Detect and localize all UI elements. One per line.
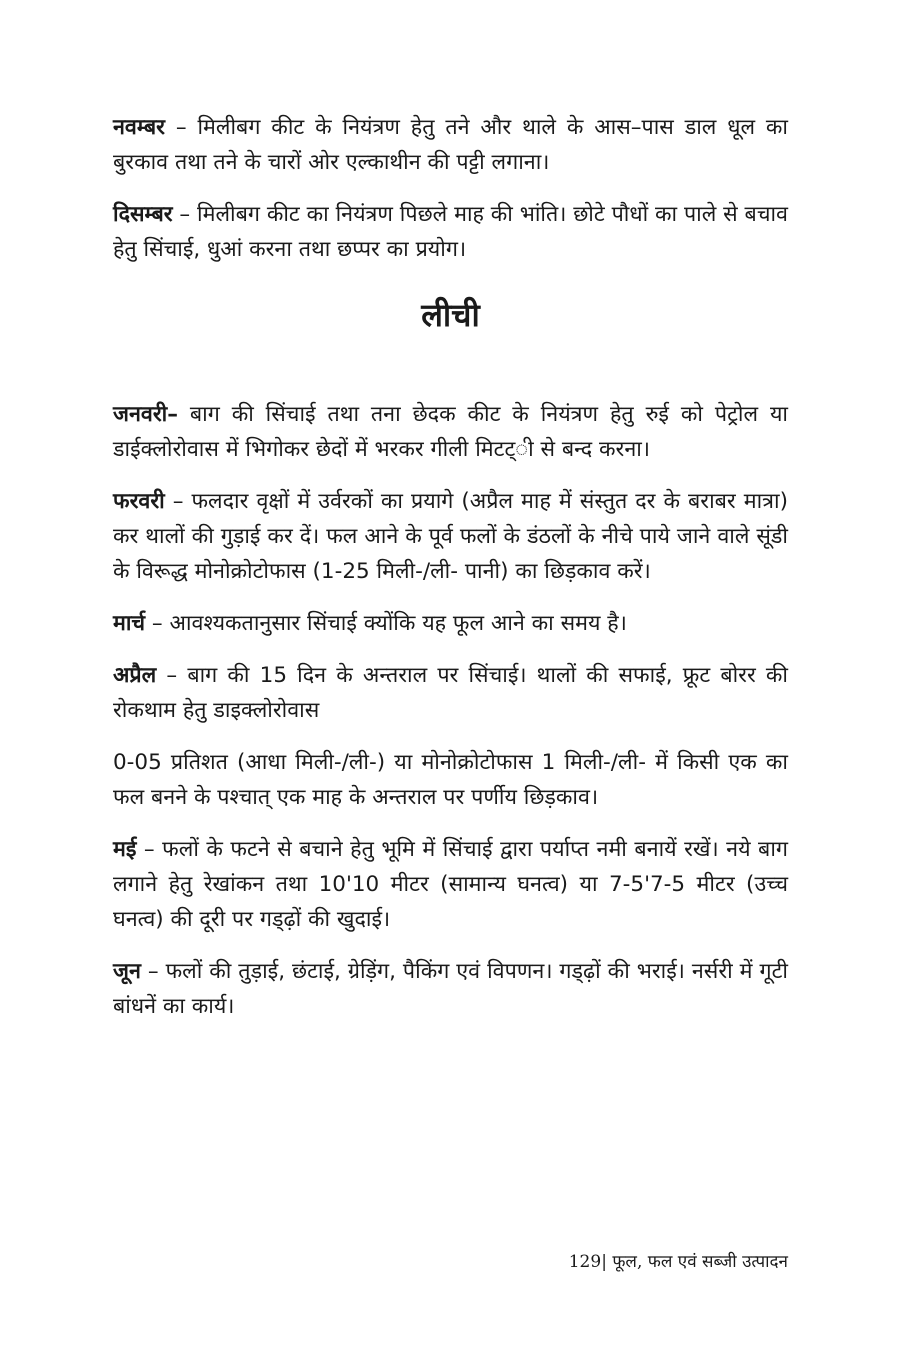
paragraph-march (113, 606, 788, 641)
page-footer (569, 1249, 788, 1272)
paragraph-january (113, 397, 788, 467)
paragraph-text: – मिलीबग कीट के नियंत्रण हेतु तने और थाले के आस–पास डाल धूल का बुरकाव तथा तने के चारों ओर एल्काथीन की पट्टी लगाना। (113, 115, 788, 175)
paragraph-february (113, 484, 788, 589)
paragraph-text: – फलदार वृक्षों में उर्वरकों का प्रयागे (अप्रैल माह में संस्तुत दर के बराबर मात्रा) कर थालों की गुड़ाई कर दें। फल आने के पूर्व फलों के डंठलों के नीचे पाये जाने वाले सूंडी के विरूद्ध मोनोक्रोटोफास (1-25 मिली-/ली- पानी) का छिड़काव करें। (113, 489, 788, 584)
month-label: मई (113, 837, 137, 862)
paragraph-november (113, 110, 788, 180)
month-label: जनवरी– (113, 402, 178, 427)
paragraph-text: – बाग की 15 दिन के अन्तराल पर सिंचाई। थालों की सफाई, फ्रूट बोरर की रोकथाम हेतु डाइक्लोरोवास (113, 663, 788, 723)
section-title: लीची (421, 296, 480, 334)
footer-separator: | (601, 1252, 607, 1272)
month-label: मार्च (113, 611, 146, 636)
paragraph-april-continued (113, 745, 788, 815)
paragraph-december (113, 197, 788, 267)
month-label: अप्रैल (113, 663, 157, 688)
month-label: नवम्बर (113, 115, 165, 140)
paragraph-text: – आवश्यकतानुसार सिंचाई क्योंकि यह फूल आने का समय है। (145, 611, 627, 636)
paragraph-april (113, 658, 788, 728)
month-label: दिसम्बर (113, 202, 173, 227)
paragraph-text: 0-05 प्रतिशत (आधा मिली-/ली-) या मोनोक्रोटोफास 1 मिली-/ली- में किसी एक का फल बनने के पश्चात् एक माह के अन्तराल पर पर्णीय छिड़काव। (113, 750, 788, 810)
paragraph-text: – मिलीबग कीट का नियंत्रण पिछले माह की भांति। छोटे पौधों का पाले से बचाव हेतु सिंचाई, धुआं करना तथा छप्पर का प्रयोग। (113, 202, 788, 262)
month-label: फरवरी (113, 489, 165, 514)
page-number: 129 (568, 1252, 602, 1272)
page-content (113, 110, 788, 1041)
paragraph-may (113, 832, 788, 937)
book-title: फूल, फल एवं सब्जी उत्पादन (606, 1252, 788, 1272)
paragraph-text: – फलों की तुड़ाई, छंटाई, ग्रेड़िंग, पैकिंग एवं विपणन। गड्ढ़ों की भराई। नर्सरी में गूटी बांधनें का कार्य। (113, 959, 788, 1019)
month-label: जून (113, 959, 141, 984)
paragraph-text: बाग की सिंचाई तथा तना छेदक कीट के नियंत्रण हेतु रुई को पेट्रोल या डाईक्लोरोवास में भिगोकर छेदों में भरकर गीली मिटट्ी से बन्द करना। (113, 402, 788, 462)
paragraph-june (113, 954, 788, 1024)
paragraph-text: – फलों के फटने से बचाने हेतु भूमि में सिंचाई द्वारा पर्याप्त नमी बनायें रखें। नये बाग लगाने हेतु रेखांकन तथा 10'10 मीटर (सामान्य घनत्व) या 7-5'7-5 मीटर (उच्च घनत्व) की दूरी पर गड्ढ़ों की खुदाई। (113, 837, 788, 932)
